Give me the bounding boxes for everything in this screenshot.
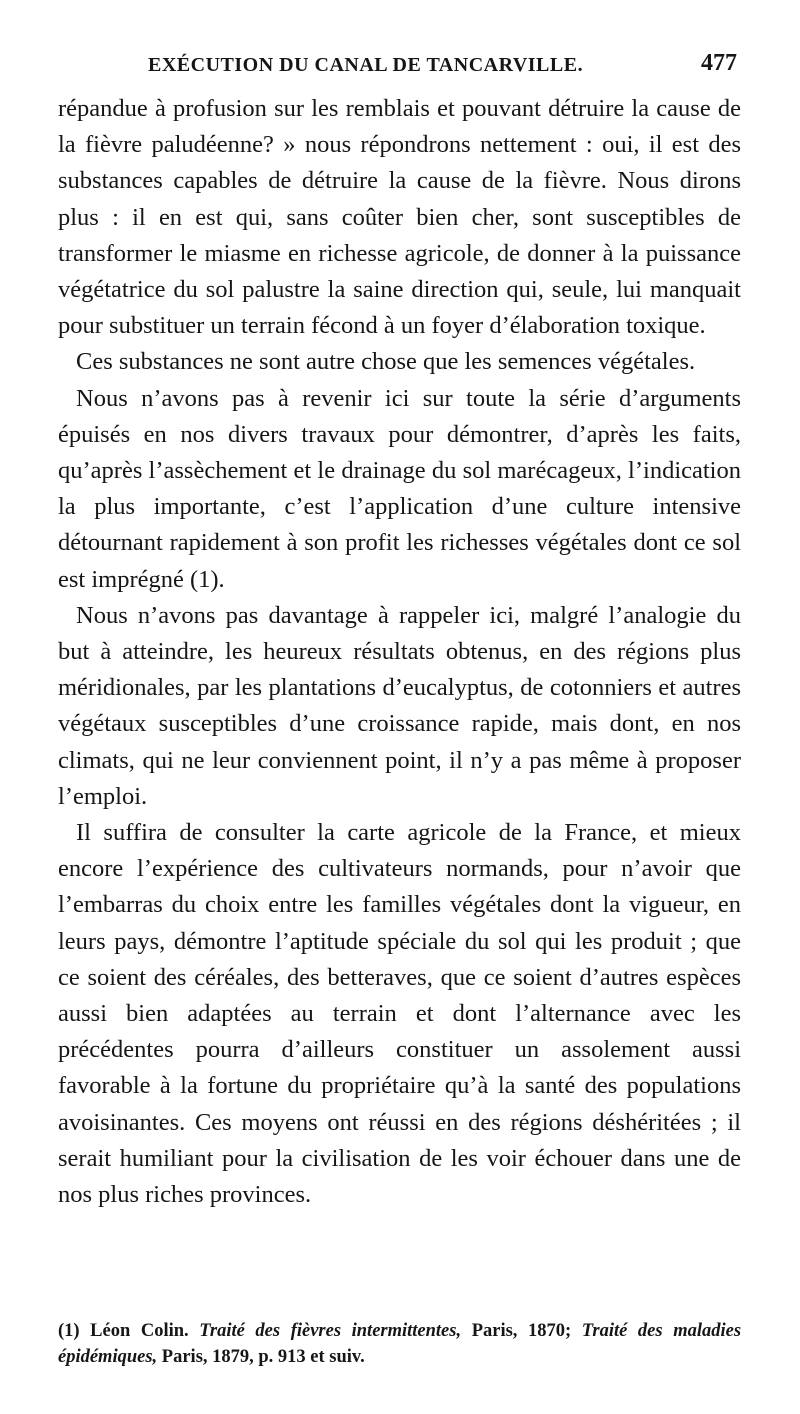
footnote-author: Léon Colin.	[90, 1321, 189, 1341]
footnote	[58, 1318, 741, 1370]
footnote-title-1: Traité des fièvres intermittentes,	[199, 1321, 462, 1341]
paragraph-5: Il suffira de consulter la carte agricole de la France, et mieux encore l’expérience des cultivateurs normands, pour n’avoir que l’embarras du choix entre les familles végétales dont la vigueur, en leurs pays, démontre l’aptitude spéciale du sol qui les produit ; que ce soient des céréales, des betteraves, que ce soient d’autres espèces aussi bien adaptées au terrain et dont l’alternance avec les précédentes pourra d’ailleurs constituer un assolement aussi favorable à la fortune du propriétaire qu’à la santé des populations avoisinantes. Ces moyens ont réussi en des régions déshéritées ; il serait humiliant pour la civilisation de les voir échouer dans une de nos plus riches provinces.	[58, 819, 741, 1209]
paragraph-1: répandue à profusion sur les remblais et pouvant détruire la cause de la fièvre paludéenne? » nous répondrons nettement : oui, il est des substances capables de détruire la cause de la fièvre. Nous dirons plus : il en est qui, sans coûter bien cher, sont susceptibles de transformer le miasme en richesse agricole, de donner à la puissance végétatrice du sol palustre la saine direction qui, seule, lui manquait pour substituer un terrain fécond à un foyer d’élaboration toxique.	[58, 95, 741, 340]
footnote-place-1: Paris, 1870;	[461, 1321, 582, 1341]
body-text	[58, 91, 741, 1213]
paragraph-3: Nous n’avons pas à revenir ici sur toute la série d’arguments épuisés en nos divers travaux pour démontrer, d’après les faits, qu’après l’assèchement et le drainage du sol marécageux, l’indication la plus importante, c’est l’application d’une culture intensive détournant rapidement à son profit les richesses végétales dont ce sol est imprégné (1).	[58, 384, 741, 593]
paragraph-2: Ces substances ne sont autre chose que les semences végétales.	[76, 348, 696, 376]
paragraph-4: Nous n’avons pas davantage à rappeler ici, malgré l’analogie du but à atteindre, les heureux résultats obtenus, en des régions plus méridionales, par les plantations d’eucalyptus, de cotonniers et autres végétaux susceptibles d’une croissance rapide, mais dont, en nos climats, qui ne leur conviennent point, il n’y a pas même à proposer l’emploi.	[58, 601, 741, 810]
footnote-title-2: Traité des maladies épidémiques,	[58, 1321, 742, 1367]
running-title: EXÉCUTION DU CANAL DE TANCARVILLE.	[148, 54, 584, 76]
page-header	[58, 48, 743, 84]
footnote-marker: (1)	[58, 1321, 91, 1341]
footnote-place-2: Paris, 1879, p. 913 et suiv.	[157, 1347, 365, 1367]
page-number: 477	[701, 50, 737, 76]
